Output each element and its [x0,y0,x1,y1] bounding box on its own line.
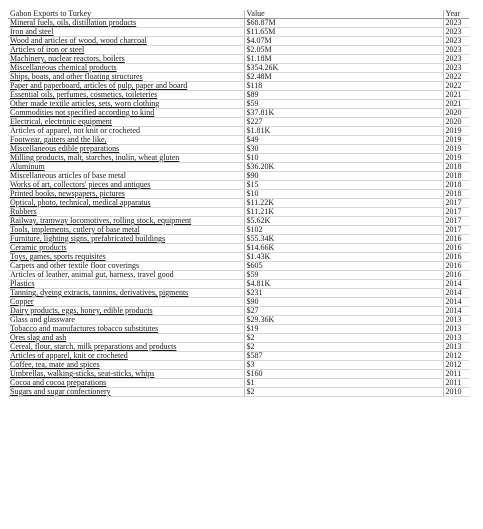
product-cell: Articles of leather, animal gut, harness, travel good [8,271,244,280]
product-link[interactable]: Railway, tramway locomotives, rolling stock, equipment [8,217,244,226]
year-cell: 2022 [443,73,469,82]
table-row [8,271,469,280]
table-row [8,379,469,388]
value-cell: $11.22K [244,199,443,208]
table-row [8,127,469,136]
value-cell: $4.81K [244,280,443,289]
product-link[interactable]: Paper and paperboard, articles of pulp, paper and board [8,82,244,91]
product-link[interactable]: Tobacco and manufactures tobacco substitutes [8,325,244,334]
product-link[interactable]: Wood and articles of wood, wood charcoal [8,37,244,46]
year-cell: 2019 [443,136,469,145]
value-cell: $36.20K [244,163,443,172]
value-cell: $89 [244,91,443,100]
year-cell: 2023 [443,46,469,55]
value-cell: $90 [244,172,443,181]
year-cell: 2014 [443,289,469,298]
year-cell: 2017 [443,217,469,226]
table-row [8,64,469,73]
value-cell: $605 [244,262,443,271]
product-link[interactable]: Mineral fuels, oils, distillation products [8,19,244,28]
year-cell: 2012 [443,352,469,361]
year-cell: 2016 [443,271,469,280]
value-cell: $1.81K [244,127,443,136]
product-link[interactable]: Machinery, nuclear reactors, boilers [8,55,244,64]
value-cell: $354.26K [244,64,443,73]
table-row [8,352,469,361]
value-cell: $102 [244,226,443,235]
value-cell: $49 [244,136,443,145]
year-cell: 2013 [443,343,469,352]
table-row [8,37,469,46]
product-cell: Carpets and other textile floor coverings [8,262,244,271]
table-row [8,199,469,208]
table-row [8,55,469,64]
product-link[interactable]: Printed books, newspapers, pictures [8,190,244,199]
product-link[interactable]: Toys, games, sports requisites [8,253,244,262]
value-cell: $55.34K [244,235,443,244]
value-cell: $11.65M [244,28,443,37]
product-link[interactable]: Ores slag and ash [8,334,244,343]
table-row [8,361,469,370]
table-row [8,82,469,91]
year-cell: 2020 [443,109,469,118]
table-row [8,73,469,82]
table-row [8,298,469,307]
product-link[interactable]: Sugars and sugar confectionery [8,388,244,397]
table-row [8,145,469,154]
year-cell: 2016 [443,253,469,262]
product-link[interactable]: Rubbers [8,208,244,217]
table-row [8,370,469,379]
product-link[interactable]: Ceramic products [8,244,244,253]
table-row [8,226,469,235]
value-cell: $1 [244,379,443,388]
product-cell: Glass and glassware [8,316,244,325]
product-link[interactable]: Electrical, electronic equipment [8,118,244,127]
product-link[interactable]: Essential oils, perfumes, cosmetics, toileteries [8,91,244,100]
value-cell: $59 [244,100,443,109]
year-cell: 2023 [443,19,469,28]
year-cell: 2014 [443,307,469,316]
year-cell: 2011 [443,370,469,379]
year-cell: 2021 [443,91,469,100]
year-cell: 2018 [443,190,469,199]
value-cell: $3 [244,361,443,370]
table-row [8,280,469,289]
year-cell: 2012 [443,361,469,370]
value-cell: $118 [244,82,443,91]
table-row [8,316,469,325]
year-cell: 2023 [443,28,469,37]
value-cell: $2.48M [244,73,443,82]
year-cell: 2013 [443,316,469,325]
value-cell: $2 [244,388,443,397]
year-cell: 2016 [443,262,469,271]
year-cell: 2013 [443,334,469,343]
year-cell: 2016 [443,244,469,253]
year-cell: 2010 [443,388,469,397]
table-row [8,388,469,397]
product-link[interactable]: Miscellaneous edible preparations [8,145,244,154]
product-link[interactable]: Other made textile articles, sets, worn clothing [8,100,244,109]
product-link[interactable]: Milling products, malt, starches, inulin, wheat gluten [8,154,244,163]
table-row [8,91,469,100]
value-cell: $160 [244,370,443,379]
value-cell: $29.36K [244,316,443,325]
value-cell: $2 [244,343,443,352]
table-row [8,118,469,127]
product-link[interactable]: Works of art, collectors' pieces and antiques [8,181,244,190]
product-link[interactable]: Dairy products, eggs, honey, edible products [8,307,244,316]
product-link[interactable]: Ships, boats, and other floating structures [8,73,244,82]
table-row [8,100,469,109]
value-cell: $37.81K [244,109,443,118]
product-cell: Articles of apparel, not knit or crocheted [8,127,244,136]
year-cell: 2019 [443,154,469,163]
value-column-header: Value [244,10,443,19]
year-cell: 2013 [443,325,469,334]
product-link[interactable]: Commodities not specified according to kind [8,109,244,118]
year-cell: 2022 [443,82,469,91]
year-cell: 2017 [443,226,469,235]
product-link[interactable]: Umbrellas, walking-sticks, seat-sticks, whips [8,370,244,379]
year-cell: 2019 [443,127,469,136]
table-row [8,109,469,118]
table-header [8,10,469,19]
year-cell: 2020 [443,118,469,127]
exports-table [8,10,469,397]
year-cell: 2021 [443,100,469,109]
value-cell: $30 [244,145,443,154]
year-cell: 2023 [443,37,469,46]
year-cell: 2018 [443,181,469,190]
year-cell: 2017 [443,208,469,217]
value-cell: $11.21K [244,208,443,217]
year-cell: 2023 [443,55,469,64]
table-row [8,307,469,316]
value-cell: $1.43K [244,253,443,262]
value-cell: $2 [244,334,443,343]
table-row [8,289,469,298]
year-cell: 2016 [443,235,469,244]
value-cell: $587 [244,352,443,361]
value-cell: $2.05M [244,46,443,55]
value-cell: $10 [244,190,443,199]
value-cell: $68.87M [244,19,443,28]
table-row [8,136,469,145]
table-row [8,190,469,199]
year-column-header: Year [443,10,469,19]
value-cell: $90 [244,298,443,307]
product-link[interactable]: Articles of apparel, knit or crocheted [8,352,244,361]
product-link[interactable]: Plastics [8,280,244,289]
product-link[interactable]: Articles of iron or steel [8,46,244,55]
value-cell: $5.62K [244,217,443,226]
table-row [8,46,469,55]
year-cell: 2018 [443,172,469,181]
value-cell: $59 [244,271,443,280]
year-cell: 2011 [443,379,469,388]
product-link[interactable]: Cereal, flour, starch, milk preparations and products [8,343,244,352]
product-link[interactable]: Coffee, tea, mate and spices [8,361,244,370]
product-link[interactable]: Optical, photo, technical, medical apparatus [8,199,244,208]
year-cell: 2018 [443,163,469,172]
value-cell: $27 [244,307,443,316]
product-link[interactable]: Furniture, lighting signs, prefabricated buildings [8,235,244,244]
year-cell: 2023 [443,64,469,73]
product-link[interactable]: Footwear, gaiters and the like, [8,136,244,145]
product-cell: Miscellaneous articles of base metal [8,172,244,181]
table-row [8,181,469,190]
table-row [8,244,469,253]
product-link[interactable]: Tanning, dyeing extracts, tannins, derivatives, pigments [8,289,244,298]
product-link[interactable]: Cocoa and cocoa preparations [8,379,244,388]
product-link[interactable]: Miscellaneous chemical products [8,64,244,73]
value-cell: $19 [244,325,443,334]
year-cell: 2014 [443,280,469,289]
product-link[interactable]: Aluminum [8,163,244,172]
table-row [8,253,469,262]
product-link[interactable]: Tools, implements, cutlery of base metal [8,226,244,235]
table-row [8,217,469,226]
value-cell: $1.18M [244,55,443,64]
table-row [8,325,469,334]
table-body [8,19,469,397]
table-row [8,172,469,181]
header-row [8,10,469,19]
year-cell: 2017 [443,199,469,208]
table-row [8,262,469,271]
table-row [8,208,469,217]
table-row [8,19,469,28]
value-cell: $10 [244,154,443,163]
table-row [8,235,469,244]
value-cell: $4.07M [244,37,443,46]
value-cell: $14.66K [244,244,443,253]
product-link[interactable]: Copper [8,298,244,307]
year-cell: 2019 [443,145,469,154]
value-cell: $227 [244,118,443,127]
value-cell: $231 [244,289,443,298]
table-row [8,28,469,37]
table-row [8,163,469,172]
value-cell: $15 [244,181,443,190]
year-cell: 2014 [443,298,469,307]
product-link[interactable]: Iron and steel [8,28,244,37]
table-row [8,334,469,343]
table-row [8,154,469,163]
table-row [8,343,469,352]
product-column-header: Gabon Exports to Turkey [8,10,244,19]
